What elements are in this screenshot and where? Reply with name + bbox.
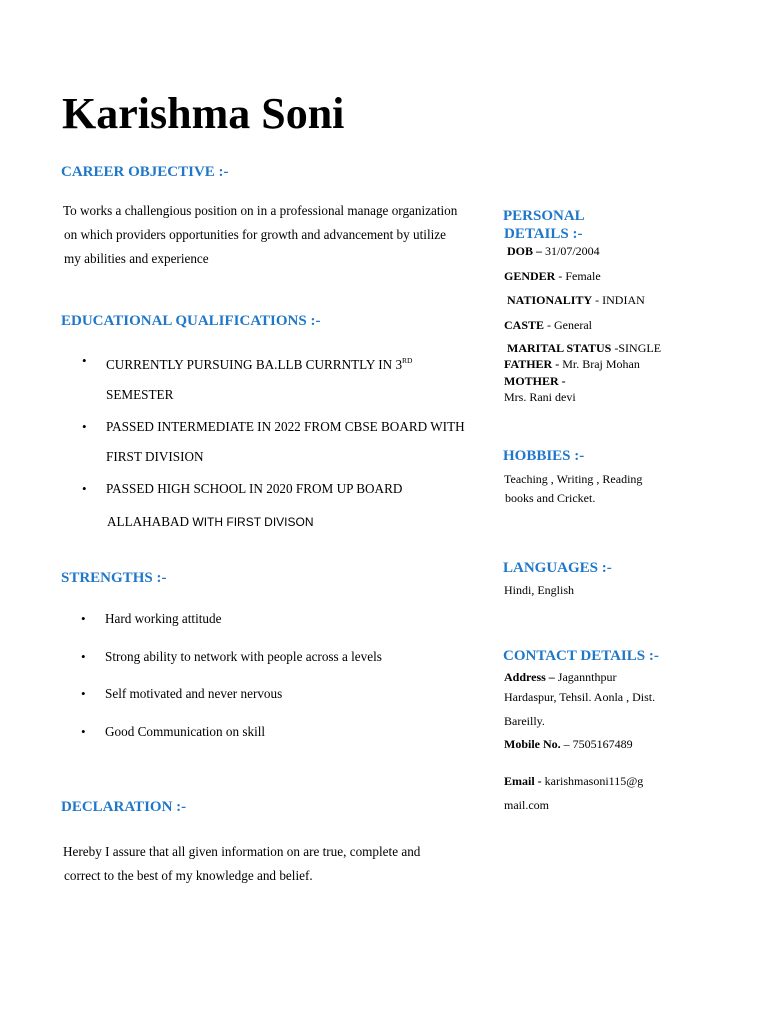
strength-text: Strong ability to network with people across a levels	[105, 648, 382, 664]
mother-row	[504, 373, 566, 389]
marital-status-row	[507, 340, 661, 356]
declaration-line: correct to the best of my knowledge and belief.	[64, 867, 313, 883]
caste-row	[504, 317, 592, 333]
education-item-text: ALLAHABAD	[107, 513, 190, 529]
bullet-icon: •	[81, 648, 86, 664]
list-item	[79, 722, 382, 742]
email-row	[504, 773, 643, 789]
declaration-text	[63, 840, 483, 887]
career-objective-line: on which providers opportunities for growth and advancement by utilize	[64, 226, 446, 242]
mother-value: Mrs. Rani devi	[504, 390, 576, 404]
caste-value: - General	[544, 318, 592, 332]
list-item	[79, 609, 382, 629]
mobile-row	[504, 736, 633, 752]
father-value: Mr. Braj Mohan	[559, 357, 640, 371]
gender-label: GENDER	[504, 269, 556, 283]
address-line: Hardaspur, Tehsil. Aonla , Dist.	[504, 690, 656, 704]
nationality-value: - INDIAN	[592, 293, 645, 307]
career-objective-text	[63, 199, 483, 271]
father-row	[504, 356, 640, 372]
father-label: FATHER -	[504, 357, 560, 371]
address-value: Jagannthpur	[554, 670, 617, 684]
hobbies-text	[504, 470, 642, 508]
bullet-icon: •	[82, 353, 87, 368]
nationality-row	[507, 292, 645, 308]
nationality-label: NATIONALITY	[507, 293, 593, 307]
strengths-heading: STRENGTHS :-	[61, 570, 167, 586]
personal-details-heading-line: DETAILS :-	[504, 226, 583, 242]
strengths-list	[79, 609, 382, 759]
declaration-line: Hereby I assure that all given information on are true, complete and	[63, 844, 421, 859]
email-value: karishmasoni115@g	[541, 774, 644, 788]
strength-text: Hard working attitude	[105, 611, 222, 626]
list-item	[80, 474, 465, 537]
education-heading: EDUCATIONAL QUALIFICATIONS :-	[61, 313, 321, 329]
list-item	[80, 346, 465, 409]
caste-label: CASTE	[504, 318, 545, 332]
list-item	[80, 412, 465, 471]
mother-label: MOTHER -	[504, 374, 566, 388]
bullet-icon: •	[82, 419, 87, 434]
declaration-heading: DECLARATION :-	[61, 799, 187, 815]
dob-value: 31/07/2004	[542, 244, 600, 258]
address-line: Bareilly.	[504, 714, 545, 728]
personal-details-heading-line: PERSONAL	[503, 208, 585, 224]
ordinal-superscript: RD	[402, 356, 413, 365]
career-objective-line: To works a challengious position on in a professional manage organization	[63, 203, 458, 218]
email-value-continued: mail.com	[504, 798, 549, 812]
gender-value: - Female	[555, 269, 601, 283]
personal-details-heading	[503, 207, 585, 243]
contact-details-heading: CONTACT DETAILS :-	[503, 648, 659, 664]
hobbies-heading: HOBBIES :-	[503, 448, 585, 464]
education-item-text: WITH FIRST DIVISON	[189, 514, 314, 529]
dob-label: DOB –	[507, 244, 543, 258]
email-label: Email -	[504, 774, 542, 788]
address-label: Address –	[504, 670, 555, 684]
gender-row	[504, 268, 601, 284]
education-item-text: FIRST DIVISION	[106, 448, 204, 464]
list-item	[79, 684, 382, 704]
education-item-text: PASSED HIGH SCHOOL IN 2020 FROM UP BOARD	[106, 481, 403, 496]
languages-heading: LANGUAGES :-	[503, 560, 612, 576]
hobbies-line: books and Cricket.	[505, 491, 596, 505]
hobbies-line: Teaching , Writing , Reading	[504, 472, 643, 486]
marital-status-label: MARITAL STATUS	[507, 341, 612, 355]
education-list	[80, 346, 465, 537]
education-item-text: PASSED INTERMEDIATE IN 2022 FROM CBSE BOARD WITH	[106, 419, 465, 434]
career-objective-heading: CAREER OBJECTIVE :-	[61, 164, 229, 180]
bullet-icon: •	[82, 481, 87, 496]
strength-text: Good Communication on skill	[105, 723, 266, 739]
candidate-name: Karishma Soni	[62, 89, 345, 138]
languages-text: Hindi, English	[504, 583, 575, 597]
bullet-icon: •	[81, 611, 86, 626]
strength-text: Self motivated and never nervous	[105, 686, 283, 701]
education-item-text: SEMESTER	[106, 386, 174, 402]
list-item	[79, 647, 382, 667]
address-row	[504, 669, 616, 685]
bullet-icon: •	[81, 686, 86, 701]
dob-row	[507, 243, 600, 259]
mobile-value: – 7505167489	[560, 737, 633, 751]
mobile-label: Mobile No.	[504, 737, 561, 751]
marital-status-value: -SINGLE	[611, 341, 662, 355]
bullet-icon: •	[81, 723, 86, 739]
career-objective-line: my abilities and experience	[64, 251, 209, 266]
education-item-text: CURRENTLY PURSUING BA.LLB CURRNTLY IN 3	[106, 357, 403, 372]
